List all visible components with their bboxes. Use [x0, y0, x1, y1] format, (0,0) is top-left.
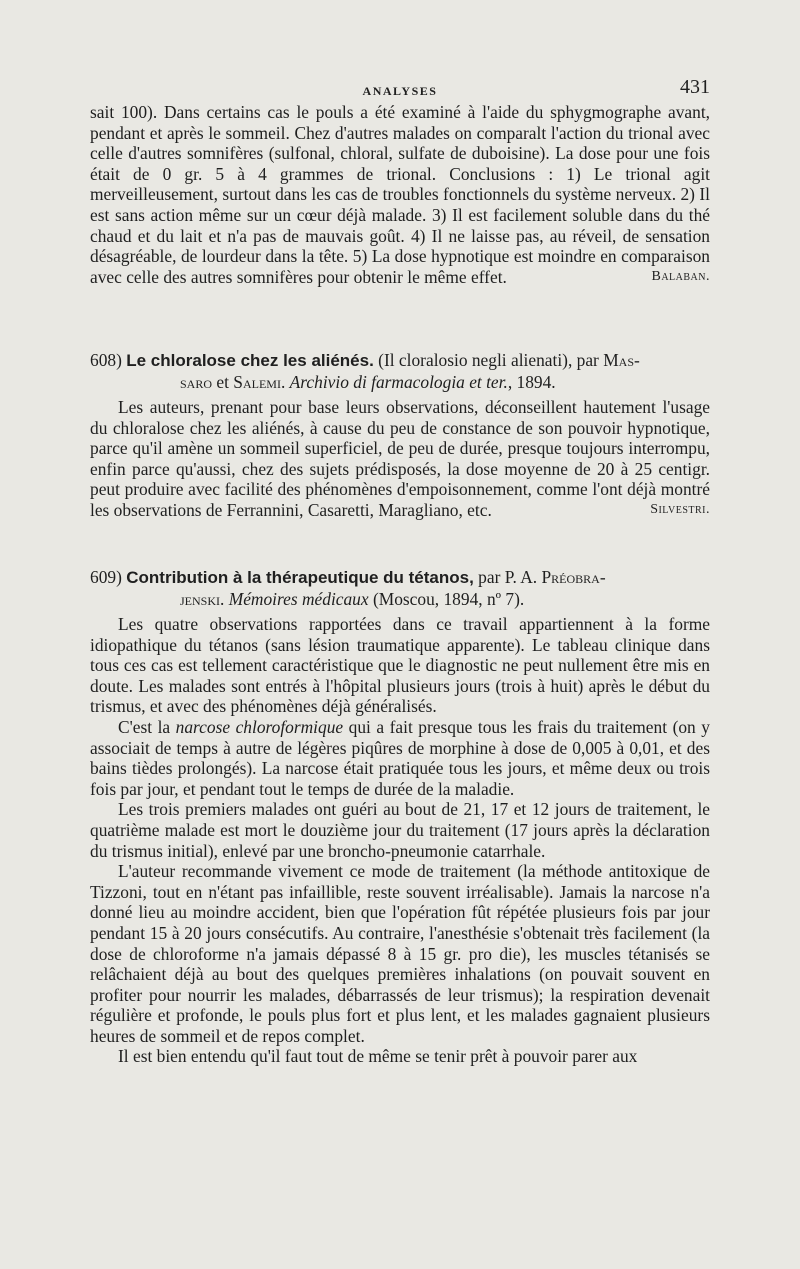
running-title: ANALYSES	[362, 84, 438, 98]
reviewer-signature: Silvestri.	[650, 501, 710, 517]
paragraph: Les trois premiers malades ont guéri au bout de 21, 17 et 12 jours de traitement, le quatrième malade est mort le douzième jour du traitement (17 jours après la déclaration du trismus initial), enlevé par une broncho-pneumonie catarrhale.	[90, 799, 710, 861]
review-continuation	[90, 102, 710, 287]
review-text	[90, 102, 710, 287]
paragraph	[90, 717, 710, 799]
paragraph-text: Les auteurs, prenant pour base leurs observations, déconseillent hautement l'usage du chloralose chez les aliénés, à cause du peu de constance de son pouvoir hypnotique, parce qu'il amène un sommeil superficiel, de peu de durée, presque toujours interrompu, enfin parce qu'aussi, chez des sujets prédisposés, la dose moyenne de 20 à 25 centigr. peut produire avec facilité des phénomènes d'empoisonnement, comme l'ont déjà montré les observations de Ferrannini, Casaretti, Maragliano, etc.	[90, 397, 710, 520]
entry-title: Le chloralose chez les aliénés.	[126, 351, 374, 370]
entry-heading-line2	[90, 372, 710, 393]
paragraph-text: C'est la	[118, 716, 171, 737]
author-name-2: Salemi.	[233, 371, 286, 392]
conjunction: et	[216, 371, 229, 392]
entry-609-heading	[90, 567, 710, 609]
author-name: Mas-	[603, 350, 640, 370]
author-name-cont: jenski.	[180, 588, 225, 609]
page-number: 431	[680, 76, 710, 98]
paragraph: Il est bien entendu qu'il faut tout de même se tenir prêt à pouvoir parer aux	[118, 1046, 638, 1067]
author-name: Préobra-	[541, 567, 606, 587]
journal-details: (Moscou, 1894, nº 7).	[372, 588, 525, 609]
author-name-cont: saro	[180, 371, 213, 392]
entry-number: 608)	[90, 350, 122, 370]
journal-title: Archivio di farmacologia et ter.	[289, 371, 508, 392]
journal-title: Mémoires médicaux	[228, 588, 369, 609]
entry-heading-line1	[90, 567, 710, 589]
entry-heading-line1	[90, 350, 710, 372]
paragraph-text: qui a fait presque tous les frais du traitement (on y associait de temps à autre de légères piqûres de morphine à dose de 0,005 à 0,01, et des bains tièdes prolongés). La narcose était pratiquée tous les jours, et même deux ou trois fois par jour, et pendant tout le temps de durée de la maladie.	[90, 716, 710, 799]
review-body: sait 100). Dans certains cas le pouls a été examiné à l'aide du sphygmographe avant, pendant et après le sommeil. Chez d'autres malades on comparalt l'action du trional avec celle d'autres somnifères (sulfonal, chloral, sulfate de duboisine). La dose pour une fois était de 0 gr. 5 à 4 grammes de trional. Conclusions : 1) Le trional agit merveilleusement, surtout dans les cas de troubles fonctionnels du système nerveux. 2) Il est sans action même sur un cœur déjà malade. 3) Il est facilement soluble dans du thé chaud et du lait et n'a pas de mauvais goût. 4) Il ne laisse pas, au réveil, de sensation désagréable, de lourdeur dans la tête. 5) La dose hypnotique est moindre en comparaison avec celle des autres somnifères pour obtenir le même effet.	[90, 102, 710, 287]
reviewer-signature: Balaban.	[651, 268, 710, 284]
entry-608-heading	[90, 350, 710, 392]
entry-609-body	[90, 614, 710, 1067]
entry-heading-line2	[90, 589, 710, 610]
author-prefix: par P. A.	[478, 567, 538, 587]
running-header	[90, 76, 710, 100]
emphasis-text: narcose chloroformique	[175, 716, 344, 737]
entry-number: 609)	[90, 567, 122, 587]
paragraph: L'auteur recommande vivement ce mode de traitement (la méthode antitoxique de Tizzoni, tout en n'étant pas infaillible, reste souvent irréalisable). Jamais la narcose n'a donné lieu au moindre accident, bien que l'opération fût répétée plusieurs fois par jour pendant 15 à 20 jours consécutifs. Au contraire, l'anesthésie s'obtenait très facilement (la dose de chloroforme n'a jamais dépassé 8 à 15 gr. pro die), les muscles tétanisés se relâchaient déjà au bout des quelques premières inhalations (on pouvait souvent en profiter pour nourrir les malades, débarrassés de leur trismus); la respiration devenait régulière et profonde, le pouls plus fort et plus lent, et les malades gagnaient plusieurs heures de sommeil et de repos complet.	[90, 861, 710, 1046]
journal-year: , 1894.	[507, 371, 556, 392]
original-title: (Il cloralosio negli alienati), par	[378, 350, 599, 370]
entry-608-body	[90, 397, 710, 521]
paragraph: Les quatre observations rapportées dans ce travail appartiennent à la forme idiopathique du tétanos (sans lésion traumatique apparente). Le tableau clinique dans tous ces cas est tellement caractéristique que le diagnostic ne peut nullement être mis en doute. Les malades sont entrés à l'hôpital plusieurs jours (trois à huit) après le début du trismus, et avec des phénomènes déjà généralisés.	[90, 614, 710, 717]
entry-title: Contribution à la thérapeutique du tétanos,	[126, 568, 474, 587]
entry-608-paragraph	[90, 397, 710, 521]
